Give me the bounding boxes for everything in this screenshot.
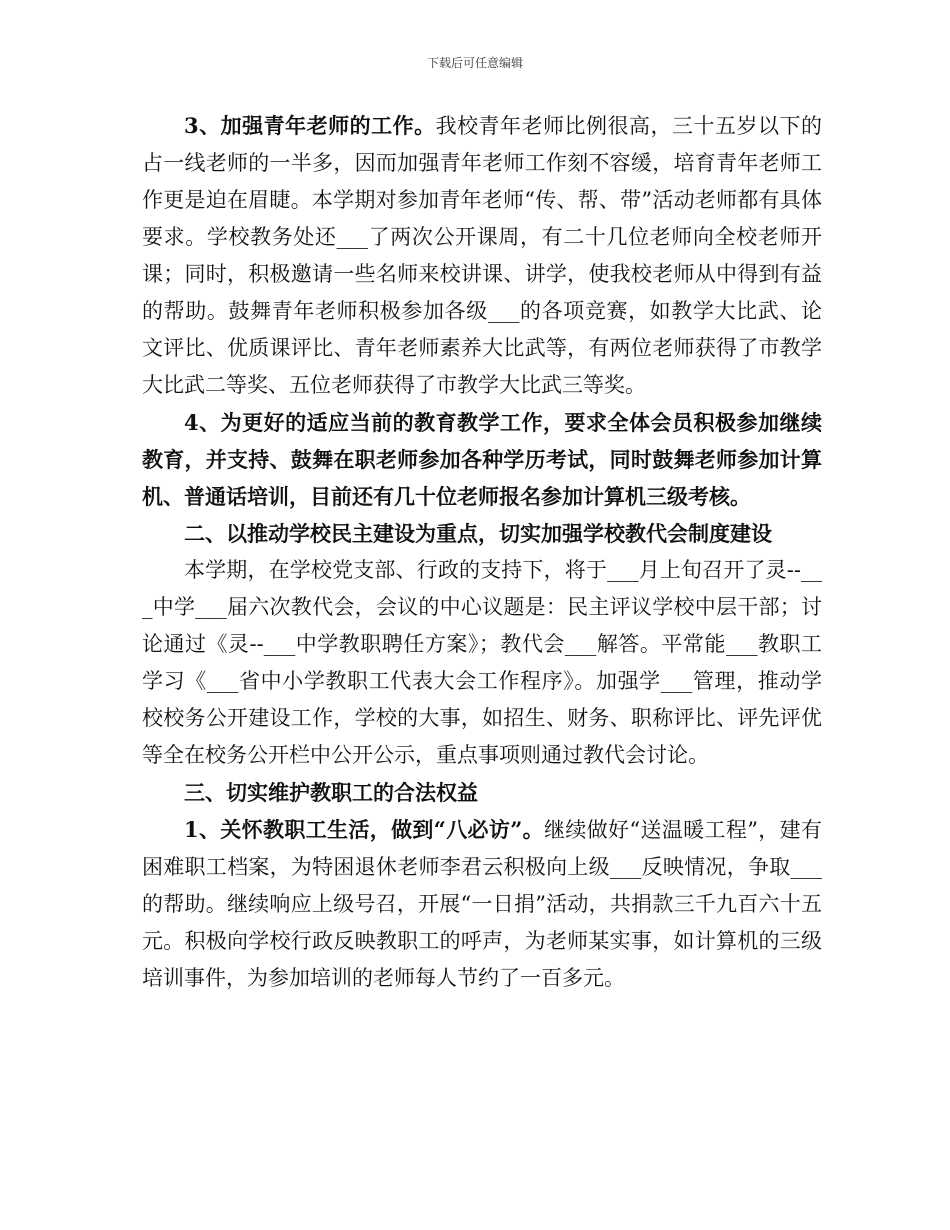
paragraph-text: 继续做好“送温暖工程”，建有困难职工档案，为特困退休老师李君云积极向上级___反映情况，争取___的帮助。继续响应上级号召，开展“一日捐”活动，共捐款三千九百六十五元。积极向学校行政反映教职工的呼声，为老师某实事，如计算机的三级培训事件，为参加培训的老师每人节约了一百多元。 [142,818,822,990]
paragraph-continuing-education: 4、为更好的适应当前的教育教学工作，要求全体会员积极参加继续教育，并支持、鼓舞在职老师参加各种学历考试，同时鼓舞老师参加计算机、普通话培训，目前还有几十位老师报名参加计算机三级考核。 [142,410,822,509]
paragraph-staff-care [142,811,822,997]
paragraph-young-teachers [142,107,822,404]
paragraph-text: 我校青年老师比例很高，三十五岁以下的占一线老师的一半多，因而加强青年老师工作刻不容缓，培育青年老师工作更是迫在眉睫。本学期对参加青年老师“传、帮、带”活动老师都有具体要求。学校教务处还___了两次公开课周，有二十几位老师向全校老师开课；同时，积极邀请一些名师来校讲课、讲学，使我校老师从中得到有益的帮助。鼓舞青年老师积极参加各级___的各项竞赛，如教学大比武、论文评比、优质课评比、青年老师素养大比武等，有两位老师获得了市教学大比武二等奖、五位老师获得了市教学大比武三等奖。 [142,114,822,397]
page-header: 下载后可任意编辑 [426,56,523,70]
section-heading-rights: 三、切实维护教职工的合法权益 [184,780,478,805]
section-heading-democracy: 二、以推动学校民主建设为重点，切实加强学校教代会制度建设 [184,521,772,546]
paragraph-lead: 3、加强青年老师的工作。 [184,113,436,138]
document-body [142,107,822,997]
paragraph-staff-congress: 本学期，在学校党支部、行政的支持下，将于___月上旬召开了灵--___中学___届六次教代会，会议的中心议题是：民主评议学校中层干部；讨论通过《灵--___中学教职聘任方案》；教代会___解答。平常能___教职工学习《___省中小学教职工代表大会工作程序》。加强学___管理，推动学校校务公开建设工作，学校的大事，如招生、财务、职称评比、评先评优等全在校务公开栏中公开公示，重点事项则通过教代会讨论。 [142,558,822,767]
paragraph-lead: 1、关怀教职工生活，做到“八必访”。 [184,817,545,842]
